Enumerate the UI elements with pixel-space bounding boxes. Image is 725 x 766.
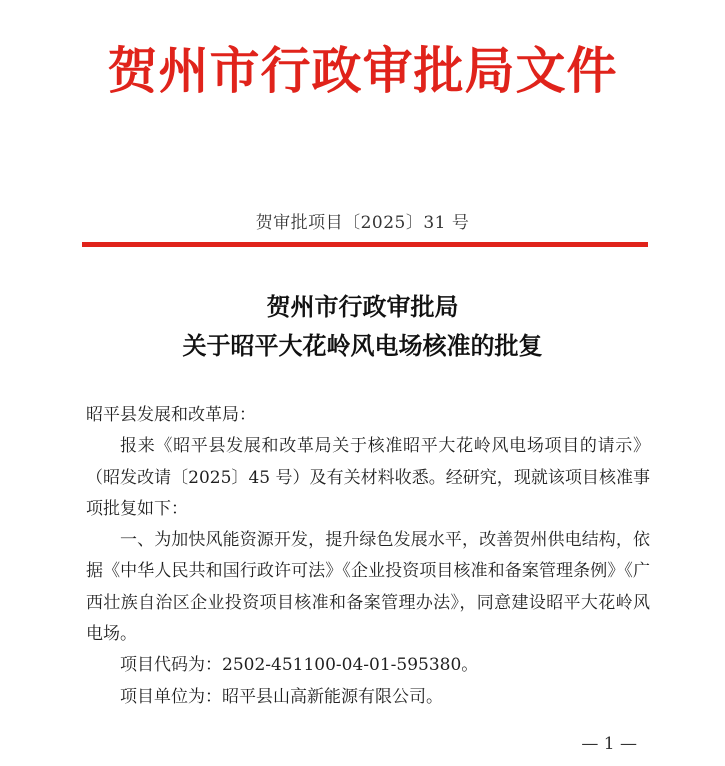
project-unit: 项目单位为：昭平县山高新能源有限公司。	[120, 686, 443, 707]
project-code: 项目代码为：2502-451100-04-01-595380。	[120, 655, 479, 676]
red-divider-line	[82, 242, 648, 247]
title-line-1: 贺州市行政审批局	[266, 292, 459, 321]
document-number: 贺审批项目〔2025〕31 号	[255, 213, 470, 233]
paragraph-request: 报来《昭平县发展和改革局关于核准昭平大花岭风电场项目的请示》（昭发改请〔2025〕45 号）及有关材料收悉。经研究，现就该项目核准事项批复如下：	[86, 436, 650, 519]
addressee: 昭平县发展和改革局：	[86, 405, 256, 425]
document-body	[86, 400, 650, 713]
masthead-title: 贺州市行政审批局文件	[107, 41, 618, 100]
page-number: — 1 —	[581, 734, 637, 754]
paragraph-approval: 一、为加快风能资源开发，提升绿色发展水平，改善贺州供电结构，依据《中华人民共和国行政许可法》《企业投资项目核准和备案管理条例》《广西壮族自治区企业投资项目核准和备案管理办法》，同意建设昭平大花岭风电场。	[86, 530, 650, 645]
document-title	[0, 287, 725, 365]
title-line-2: 关于昭平大花岭风电场核准的批复	[182, 331, 543, 360]
